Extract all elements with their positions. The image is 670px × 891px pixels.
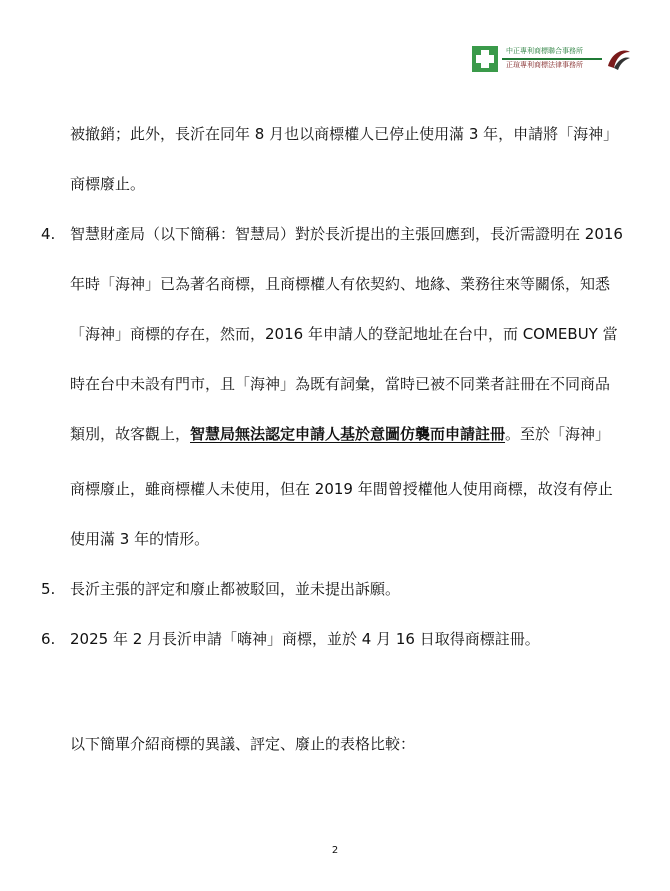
- list-number: 5.: [41, 580, 56, 598]
- body-text: 。至於「海神」: [505, 425, 611, 443]
- body-text: 類別，故客觀上，: [70, 425, 191, 443]
- cross-logo-icon: [472, 46, 498, 72]
- list-number: 4.: [41, 225, 56, 243]
- logo-divider: [502, 58, 602, 60]
- body-line: 長沂主張的評定和廢止都被駁回，並未提出訴願。: [70, 580, 401, 598]
- page-number: 2: [331, 845, 339, 856]
- body-line: 「海神」商標的存在，然而，2016 年申請人的登記地址在台中，而 COMEBUY 當: [70, 325, 618, 343]
- emphasis-text: 智慧局無法認定申請人基於意圖仿襲而申請註冊: [190, 425, 506, 443]
- body-line: 2025 年 2 月長沂申請「嗨神」商標，並於 4 月 16 日取得商標註冊。: [70, 630, 540, 648]
- firm-name-1: 中正專利商標聯合事務所: [506, 47, 583, 55]
- body-line: 使用滿 3 年的情形。: [70, 530, 210, 548]
- body-line: 商標廢止。: [70, 175, 146, 193]
- firm-logo: [472, 46, 634, 74]
- body-line: 智慧財產局（以下簡稱：智慧局）對於長沂提出的主張回應到，長沂需證明在 2016: [70, 225, 623, 243]
- body-line-emphasis: [70, 424, 610, 444]
- firm-name-2: 正瑄專利商標法律事務所: [506, 61, 583, 69]
- body-line: 商標廢止，雖商標權人未使用，但在 2019 年間曾授權他人使用商標，故沒有停止: [70, 480, 613, 498]
- body-line: 年時「海神」已為著名商標，且商標權人有依契約、地緣、業務往來等關係，知悉: [70, 275, 611, 293]
- body-line: 時在台中未設有門市，且「海神」為既有詞彙，當時已被不同業者註冊在不同商品: [70, 375, 611, 393]
- list-number: 6.: [41, 630, 56, 648]
- swoosh-icon: [604, 46, 632, 74]
- body-line: 以下簡單介紹商標的異議、評定、廢止的表格比較：: [70, 735, 416, 753]
- body-line: 被撤銷；此外，長沂在同年 8 月也以商標權人已停止使用滿 3 年，申請將「海神」: [70, 125, 619, 143]
